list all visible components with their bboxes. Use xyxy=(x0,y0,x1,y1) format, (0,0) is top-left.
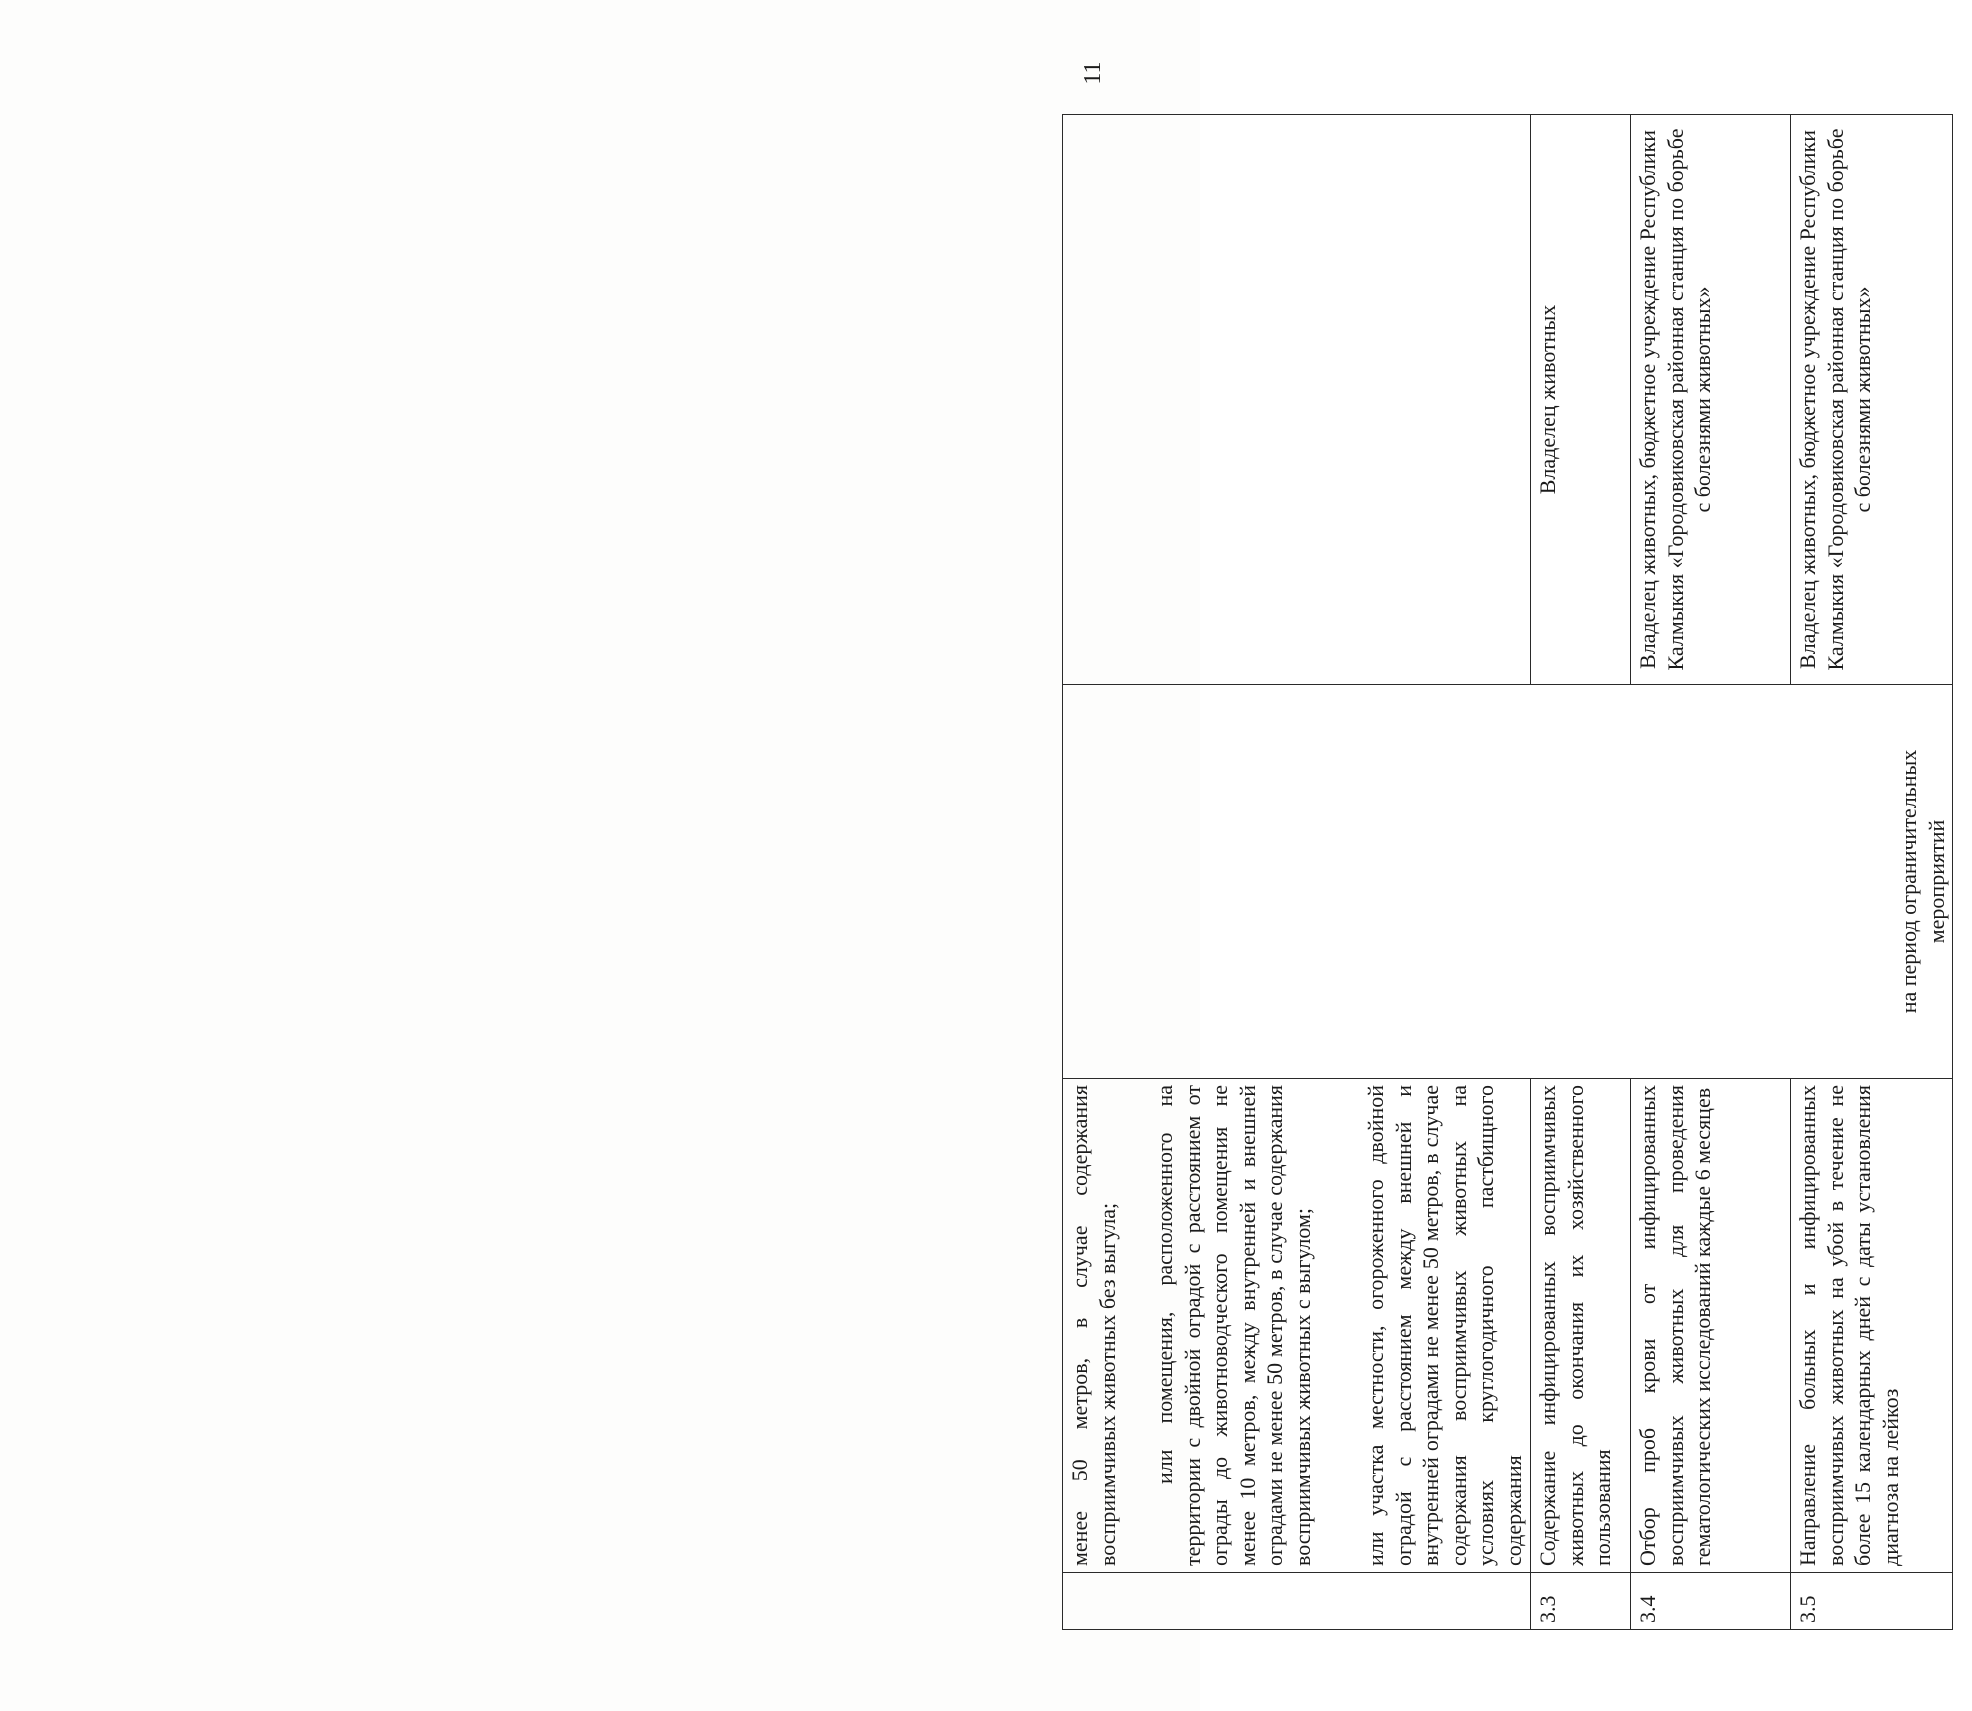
measure-text: Направление больных и инфицированных восприимчивых животных на убой в течение не более 15 календарных дней с даты установления диагноза на лейкоз xyxy=(1795,1085,1903,1566)
measure-cell xyxy=(1063,1079,1531,1573)
measure-cell xyxy=(1791,1079,1953,1573)
measure-text: или помещения, расположенного на территории с двойной оградой с расстоянием от ограды до животноводческого помещения не менее 10 метров, между внутренней и внешней оградами не менее 50 метров, в случае содержания восприимчивых животных с выгулом; xyxy=(1152,1085,1315,1566)
measures-table xyxy=(1062,114,1953,1630)
responsible-cell: Владелец животных, бюджетное учреждение Республики Калмыкия «Городовиковская районная станция по борьбе с болезнями животных» xyxy=(1631,115,1791,685)
measure-text: Содержание инфицированных восприимчивых животных до окончания их хозяйственного пользования xyxy=(1535,1085,1615,1566)
measure-text: или участка местности, огороженного двойной оградой с расстоянием между внешней и внутренней оградами не менее 50 метров, в случае содержания восприимчивых животных на условиях круглогодичного пастбищного содержания xyxy=(1363,1085,1526,1566)
row-number: 3.3 xyxy=(1531,1573,1631,1630)
measure-text: менее 50 метров, в случае содержания восприимчивых животных без выгула; xyxy=(1067,1085,1120,1566)
measure-cell xyxy=(1631,1079,1791,1573)
rotated-table-sheet xyxy=(1062,115,1972,1630)
responsible-cell: Владелец животных xyxy=(1531,115,1631,685)
page-number: 11 xyxy=(1080,61,1106,85)
table-row xyxy=(1063,115,1531,1630)
measure-cell xyxy=(1531,1079,1631,1573)
term-cell xyxy=(1063,685,1953,1079)
term-text: на период ограничительных мероприятий xyxy=(1896,749,1949,1014)
row-number xyxy=(1063,1573,1531,1630)
measure-text: Отбор проб крови от инфицированных восприимчивых животных для проведения гематологических исследований каждые 6 месяцев xyxy=(1635,1085,1715,1566)
responsible-cell: Владелец животных, бюджетное учреждение Республики Калмыкия «Городовиковская районная станция по борьбе с болезнями животных» xyxy=(1791,115,1953,685)
row-number: 3.5 xyxy=(1791,1573,1953,1630)
responsible-cell xyxy=(1063,115,1531,685)
row-number: 3.4 xyxy=(1631,1573,1791,1630)
